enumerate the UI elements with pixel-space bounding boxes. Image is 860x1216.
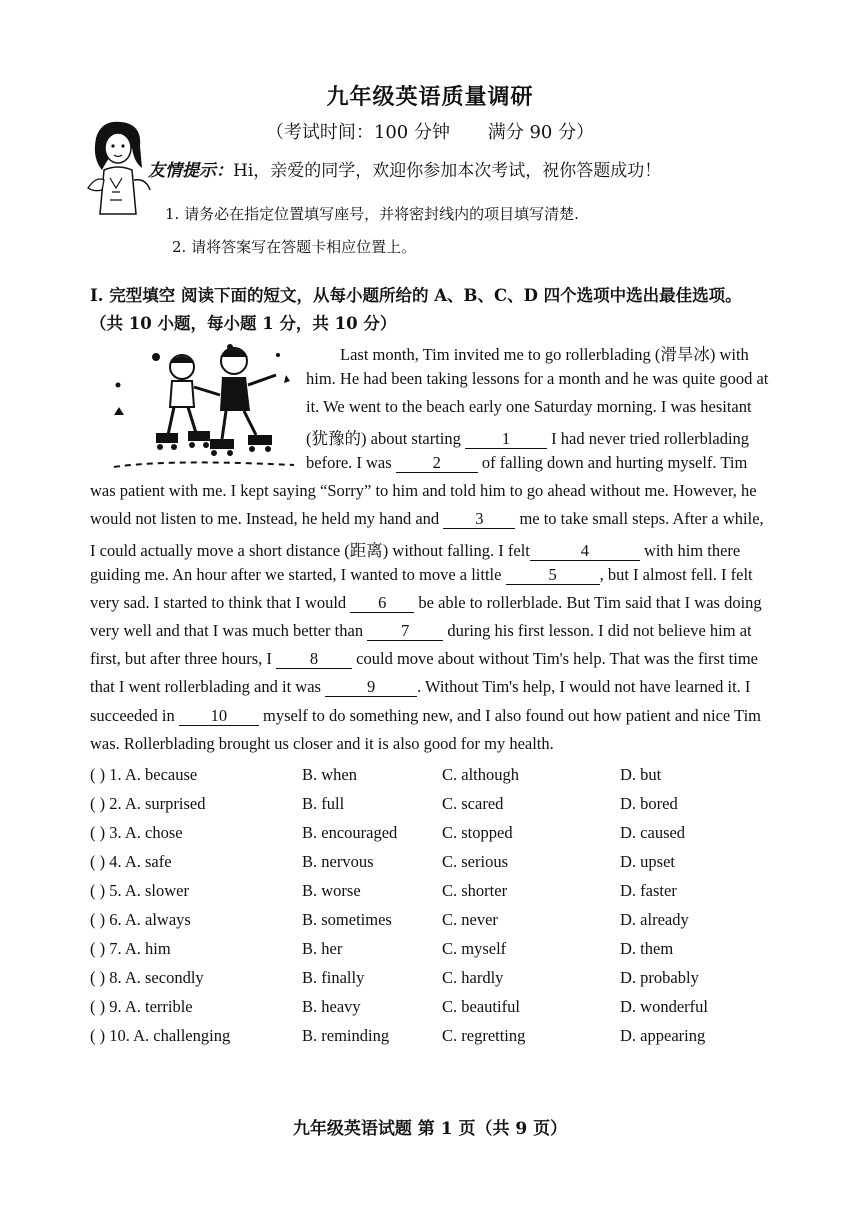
- question-9-c: C. beautiful: [442, 997, 520, 1016]
- question-7-c: C. myself: [442, 939, 507, 958]
- blank-9: 9: [325, 678, 417, 697]
- question-6-d: D. already: [620, 910, 689, 929]
- question-7-b: B. her: [302, 939, 343, 958]
- question-3-c: C. stopped: [442, 823, 513, 842]
- section-scoring: （共 10 小题，每小题 1 分，共 10 分）: [90, 314, 397, 333]
- question-4-d: D. upset: [620, 852, 675, 871]
- passage-line-14: succeeded in 10 myself to do something new, and I also found out how patient and nice Tim: [90, 706, 761, 725]
- question-1-a: ( ) 1. A. because: [90, 765, 198, 784]
- question-5-d: D. faster: [620, 881, 677, 900]
- full-score: 满分 90 分）: [487, 122, 595, 143]
- question-3-a: ( ) 3. A. chose: [90, 823, 183, 842]
- blank-2: 2: [396, 454, 478, 473]
- page-footer: 九年级英语试题 第 1 页（共 9 页）: [292, 1119, 568, 1139]
- exam-time: （考试时间：100 分钟: [265, 122, 450, 143]
- question-4-a: ( ) 4. A. safe: [90, 852, 172, 871]
- passage-line-7: would not listen to me. Instead, he held my hand and 3 me to take small steps. After a while,: [90, 509, 764, 528]
- passage-line-11: very well and that I was much better than 7 during his first lesson. I did not believe him at: [90, 621, 752, 640]
- passage-line-10: very sad. I started to think that I would 6 be able to rollerblade. But Tim said that I was doing: [90, 593, 762, 612]
- blank-5: 5: [506, 566, 600, 585]
- question-10-a: ( ) 10. A. challenging: [90, 1026, 231, 1045]
- girl-mascot-illustration: [76, 118, 156, 218]
- question-7-d: D. them: [620, 939, 674, 958]
- question-8-b: B. finally: [302, 968, 365, 987]
- question-6-a: ( ) 6. A. always: [90, 910, 191, 929]
- question-2-d: D. bored: [620, 794, 678, 813]
- question-1-c: C. although: [442, 765, 519, 784]
- question-4-b: B. nervous: [302, 852, 374, 871]
- question-9-a: ( ) 9. A. terrible: [90, 997, 193, 1016]
- question-2-a: ( ) 2. A. surprised: [90, 794, 206, 813]
- question-6-c: C. never: [442, 910, 498, 929]
- question-5-b: B. worse: [302, 881, 361, 900]
- question-4-c: C. serious: [442, 852, 508, 871]
- question-1-b: B. when: [302, 765, 357, 784]
- question-8-d: D. probably: [620, 968, 699, 987]
- question-6-b: B. sometimes: [302, 910, 392, 929]
- question-8-a: ( ) 8. A. secondly: [90, 968, 204, 987]
- question-8-c: C. hardly: [442, 968, 504, 987]
- question-9-b: B. heavy: [302, 997, 361, 1016]
- blank-7: 7: [367, 622, 443, 641]
- question-10-d: D. appearing: [620, 1026, 706, 1045]
- passage-line-5: before. I was 2 of falling down and hurting myself. Tim: [306, 453, 748, 472]
- question-1-d: D. but: [620, 765, 662, 784]
- passage-line-8: I could actually move a short distance (距离) without falling. I felt 4 with him there: [90, 541, 741, 560]
- blank-1: 1: [465, 430, 547, 449]
- blank-10: 10: [179, 707, 259, 726]
- passage-line-15: was. Rollerblading brought us closer and it is also good for my health.: [90, 734, 554, 753]
- question-5-a: ( ) 5. A. slower: [90, 881, 189, 900]
- note-2: 2. 请将答案写在答题卡相应位置上。: [172, 238, 417, 256]
- section-heading: I. 完型填空 阅读下面的短文，从每小题所给的 A、B、C、D 四个选项中选出最佳选项。: [90, 286, 742, 305]
- page-title: 九年级英语质量调研: [326, 84, 534, 110]
- question-3-b: B. encouraged: [302, 823, 398, 842]
- question-7-a: ( ) 7. A. him: [90, 939, 171, 958]
- passage-line-2: him. He had been taking lessons for a month and he was quite good at: [306, 369, 769, 388]
- passage-line-12: first, but after three hours, I 8 could move about without Tim's help. That was the first time: [90, 649, 759, 668]
- tip-label: 友情提示：: [148, 161, 233, 181]
- passage-line-13: that I went rollerblading and it was 9 . Without Tim's help, I would not have learned it. I: [90, 677, 751, 696]
- passage-line-4: (犹豫的) about starting 1 I had never tried rollerblading: [306, 429, 750, 448]
- question-5-c: C. shorter: [442, 881, 508, 900]
- tip-text: Hi，亲爱的同学，欢迎你参加本次考试，祝你答题成功！: [233, 161, 662, 181]
- question-10-b: B. reminding: [302, 1026, 390, 1045]
- rollerblading-kids-illustration: [108, 335, 308, 475]
- question-2-b: B. full: [302, 794, 345, 813]
- passage-line-9: guiding me. An hour after we started, I wanted to move a little 5 , but I almost fell. I felt: [90, 565, 753, 584]
- blank-6: 6: [350, 594, 414, 613]
- question-9-d: D. wonderful: [620, 997, 708, 1016]
- blank-3: 3: [443, 510, 515, 529]
- note-1: 1. 请务必在指定位置填写座号，并将密封线内的项目填写清楚.: [165, 205, 579, 223]
- friendly-tip: [148, 156, 661, 181]
- passage-line-6: was patient with me. I kept saying “Sorry” to him and told him to go ahead without me. However, he: [90, 481, 757, 500]
- question-3-d: D. caused: [620, 823, 686, 842]
- blank-8: 8: [276, 650, 352, 669]
- blank-4: 4: [530, 542, 640, 561]
- passage-line-1: Last month, Tim invited me to go rollerblading (滑旱冰) with: [340, 345, 749, 364]
- question-10-c: C. regretting: [442, 1026, 526, 1045]
- question-2-c: C. scared: [442, 794, 504, 813]
- passage-line-3: it. We went to the beach early one Saturday morning. I was hesitant: [306, 397, 752, 416]
